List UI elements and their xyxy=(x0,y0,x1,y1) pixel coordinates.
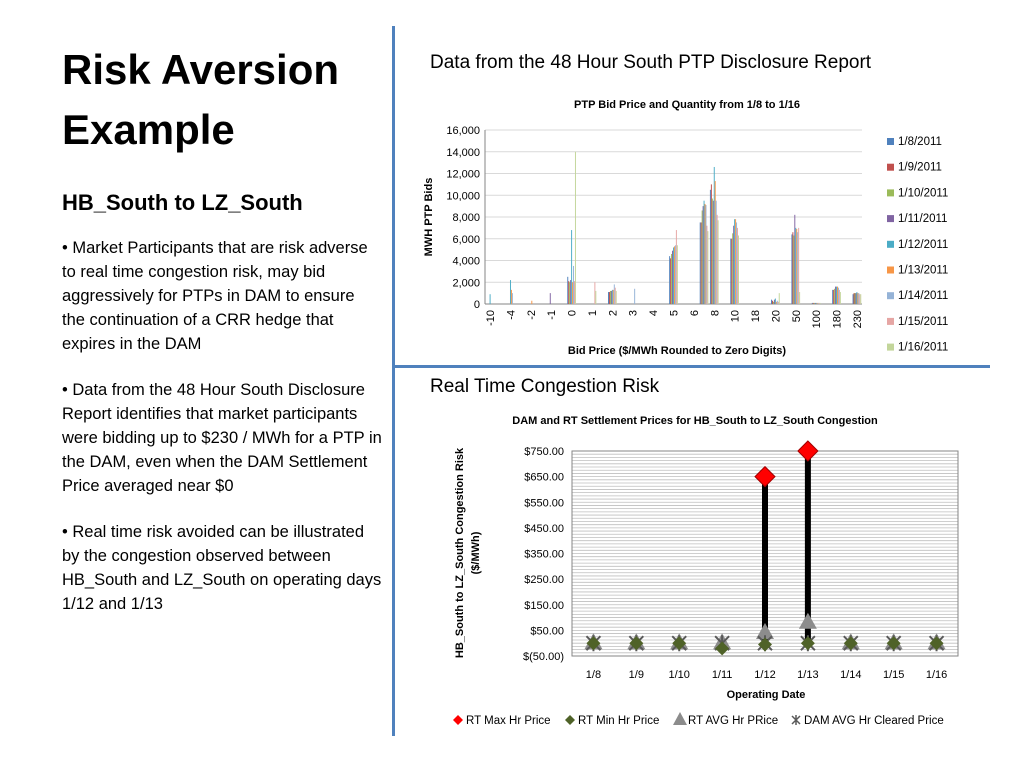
chart1-x-tick-label: -4 xyxy=(505,310,518,320)
chart1-y-tick-label: 2,000 xyxy=(452,277,480,290)
chart2-y-tick-label: $750.00 xyxy=(524,446,564,458)
chart1-legend-label: 1/12/2011 xyxy=(898,238,949,251)
chart1-bar xyxy=(798,228,799,304)
chart1-x-tick-label: 50 xyxy=(790,310,803,323)
chart1-bar xyxy=(819,303,820,304)
chart1-bar xyxy=(774,300,775,304)
chart1-bar xyxy=(611,291,612,304)
chart1-x-tick-label: -10 xyxy=(485,310,498,326)
chart1-legend-label: 1/11/2011 xyxy=(898,213,948,226)
horizontal-divider xyxy=(395,365,990,368)
chart1-x-tick-label: 8 xyxy=(709,310,722,317)
chart1-bar xyxy=(854,293,855,304)
chart2-y-tick-label: $250.00 xyxy=(524,574,564,587)
chart1-bar xyxy=(567,277,568,304)
chart1-x-tick-label: 0 xyxy=(566,310,579,317)
chart1-bar xyxy=(612,290,613,304)
chart1-bar xyxy=(734,219,735,304)
chart1-bar xyxy=(817,303,818,304)
chart1-bar xyxy=(776,302,777,304)
chart1-bar xyxy=(860,294,861,304)
chart1-bar xyxy=(613,290,614,304)
chart1-bar xyxy=(574,281,575,304)
chart1-legend-label: 1/10/2011 xyxy=(898,187,949,200)
chart1-bar xyxy=(710,190,711,304)
chart1-bar xyxy=(568,281,569,304)
chart1-bar xyxy=(714,167,715,304)
chart1-bar xyxy=(738,235,739,304)
chart1-bar xyxy=(836,287,837,304)
chart2-legend-marker xyxy=(673,712,687,725)
chart1-bar xyxy=(701,222,702,304)
chart2-x-tick-label: 1/15 xyxy=(882,669,905,681)
chart1-legend-swatch xyxy=(887,344,894,351)
chart1-x-tick-label: 18 xyxy=(750,310,763,323)
chart1-bar xyxy=(676,230,677,304)
chart1-y-tick-label: 8,000 xyxy=(452,212,480,224)
chart1-x-tick-label: 1 xyxy=(586,310,599,317)
chart2-y-axis-title-line2: ($/MWh) xyxy=(470,531,482,575)
chart1-bar xyxy=(704,201,705,304)
chart1-legend-label: 1/8/2011 xyxy=(898,136,942,148)
chart2-legend-label: DAM AVG Hr Cleared Price xyxy=(804,715,944,727)
chart1-bar xyxy=(857,293,858,304)
chart1-bar xyxy=(853,294,854,304)
chart1-legend-swatch xyxy=(887,318,894,325)
chart1-bar xyxy=(570,280,571,304)
chart2-x-tick-label: 1/12 xyxy=(754,669,776,681)
chart1-bar xyxy=(859,294,860,304)
chart1-bar xyxy=(670,258,671,304)
chart1-bar xyxy=(634,289,635,304)
chart1-bar xyxy=(616,291,617,304)
chart1-y-tick-label: 4,000 xyxy=(452,255,480,268)
chart1-x-tick-label: 20 xyxy=(770,310,783,323)
chart1-legend-label: 1/16/2011 xyxy=(898,341,949,354)
bullet-3: • Real time risk avoided can be illustrated by the congestion observed between HB_South and LZ_South on operating days 1/12 and 1/13 xyxy=(62,523,382,613)
chart1-bar xyxy=(795,228,796,304)
chart1-legend-swatch xyxy=(887,292,894,299)
chart1-bar xyxy=(573,266,574,304)
chart1-bar xyxy=(818,303,819,304)
chart1-bar xyxy=(705,204,706,304)
chart2-legend-marker xyxy=(453,715,463,725)
chart1-bar xyxy=(671,254,672,304)
chart1-y-tick-label: 14,000 xyxy=(446,146,480,159)
chart2-x-tick-label: 1/14 xyxy=(840,669,862,681)
chart1-bar xyxy=(735,219,736,304)
chart1-legend-swatch xyxy=(887,189,894,196)
chart1-y-tick-label: 12,000 xyxy=(446,168,480,181)
chart1-legend-label: 1/9/2011 xyxy=(898,161,942,174)
chart1-bar xyxy=(731,239,732,304)
slide-title xyxy=(62,40,382,160)
chart1-bar xyxy=(799,292,800,304)
chart1-bar xyxy=(775,299,776,304)
chart1-bar xyxy=(609,292,610,304)
bullet-1: • Market Participants that are risk adverse to real time congestion risk, may bid aggressively for PTPs in DAM to ensure the continuation of a CRR hedge that expires in the DAM xyxy=(62,239,368,353)
chart1-bar xyxy=(833,290,834,304)
chart1-bar xyxy=(575,152,576,304)
chart1-bar xyxy=(794,215,795,304)
section2-title: Real Time Congestion Risk xyxy=(430,376,660,397)
chart1-x-tick-label: 230 xyxy=(851,310,864,329)
chart1-bar xyxy=(715,181,716,304)
chart1-bar xyxy=(572,282,573,304)
chart1-bar xyxy=(673,247,674,304)
chart1-bar xyxy=(813,303,814,304)
chart1-bar xyxy=(595,291,596,304)
chart1-bar xyxy=(792,232,793,304)
chart1-bar xyxy=(796,229,797,304)
slide-title-line1: Risk Aversion xyxy=(62,46,339,93)
bullet-2: • Data from the 48 Hour South Disclosure Report identifies that market participants were bidding up to $230 / MWh for a PTP in the DAM, even when the DAM Settlement Price averaged near $0 xyxy=(62,381,382,495)
chart2-y-tick-label: $450.00 xyxy=(524,522,564,535)
chart1-x-tick-label: 3 xyxy=(627,310,640,317)
chart2-y-tick-label: $150.00 xyxy=(524,599,564,612)
chart1-bar xyxy=(711,184,712,304)
chart1-legend-swatch xyxy=(887,267,894,274)
chart2-x-tick-label: 1/10 xyxy=(668,669,690,681)
chart2-legend-marker xyxy=(565,715,575,725)
chart2-x-tick-label: 1/13 xyxy=(797,669,819,681)
chart1-y-tick-label: 6,000 xyxy=(452,233,480,246)
chart2-x-tick-label: 1/11 xyxy=(711,669,733,681)
chart1-bar xyxy=(797,232,798,304)
ptp-bid-bar-chart xyxy=(400,90,990,362)
chart1-bar xyxy=(771,300,772,304)
chart1-bar xyxy=(779,293,780,304)
chart1-bar xyxy=(713,201,714,304)
chart1-x-tick-label: 10 xyxy=(729,310,742,323)
chart2-y-axis-title-line1: HB_South to LZ_South Congestion Risk xyxy=(454,447,466,659)
chart1-legend-label: 1/14/2011 xyxy=(898,290,949,303)
chart1-bar xyxy=(858,293,859,304)
chart1-bar xyxy=(490,294,491,304)
chart1-x-tick-label: 5 xyxy=(668,310,681,317)
chart1-bar xyxy=(569,282,570,304)
chart1-bar xyxy=(855,293,856,304)
chart2-legend-marker xyxy=(792,715,800,725)
chart1-y-tick-label: 0 xyxy=(473,299,480,311)
chart1-bar xyxy=(732,233,733,304)
chart1-x-tick-label: 100 xyxy=(811,310,824,329)
chart1-bar xyxy=(707,231,708,304)
chart1-y-axis-title: MWH PTP Bids xyxy=(423,177,435,257)
chart1-y-tick-label: 16,000 xyxy=(446,125,480,137)
chart1-bar xyxy=(793,235,794,304)
chart2-legend-label: RT Max Hr Price xyxy=(466,715,551,727)
congestion-price-chart xyxy=(400,405,990,740)
chart1-bar xyxy=(814,303,815,304)
chart1-legend-swatch xyxy=(887,241,894,248)
slide-subtitle: HB_South to LZ_South xyxy=(62,190,303,215)
chart1-bar xyxy=(856,292,857,304)
chart1-bar xyxy=(615,288,616,304)
chart1-bar xyxy=(772,301,773,304)
left-text-panel xyxy=(62,40,382,638)
chart1-bar xyxy=(706,226,707,304)
chart1-bar xyxy=(838,288,839,304)
chart1-bar xyxy=(610,291,611,304)
chart1-legend-swatch xyxy=(887,164,894,171)
chart1-bar xyxy=(706,205,707,304)
slide-title-line2: Example xyxy=(62,106,235,153)
chart1-bar xyxy=(835,287,836,304)
chart1-bar xyxy=(669,256,670,304)
chart1-bar xyxy=(675,245,676,304)
chart1-bar xyxy=(854,293,855,304)
chart1-bar xyxy=(550,293,551,304)
chart1-bar xyxy=(840,292,841,304)
chart2-legend-label: RT AVG Hr PRice xyxy=(688,715,779,727)
chart1-legend-swatch xyxy=(887,138,894,145)
chart1-bar xyxy=(512,293,513,304)
chart1-bar xyxy=(571,230,572,304)
chart2-x-tick-label: 1/8 xyxy=(585,669,602,681)
chart1-bar xyxy=(702,210,703,304)
chart2-x-tick-label: 1/9 xyxy=(628,669,644,681)
chart1-legend-label: 1/15/2011 xyxy=(898,315,949,328)
chart1-x-tick-label: -2 xyxy=(525,310,538,320)
chart2-title: DAM and RT Settlement Prices for HB_South to LZ_South Congestion xyxy=(512,415,878,427)
chart1-bar xyxy=(837,287,838,304)
chart1-bar xyxy=(773,302,774,304)
chart1-bar xyxy=(511,290,512,304)
chart1-bar xyxy=(737,228,738,304)
chart1-bar xyxy=(672,251,673,304)
chart1-bar xyxy=(733,226,734,304)
chart2-max-marker xyxy=(798,441,818,461)
chart1-bar xyxy=(777,301,778,304)
chart1-bar xyxy=(531,301,532,304)
chart2-x-tick-label: 1/16 xyxy=(925,669,948,681)
chart1-legend-swatch xyxy=(887,215,894,222)
chart1-x-tick-label: -1 xyxy=(546,310,559,320)
chart1-x-tick-label: 2 xyxy=(607,310,620,317)
chart1-bar xyxy=(812,303,813,304)
chart1-bar xyxy=(703,206,704,304)
chart2-legend-label: RT Min Hr Price xyxy=(578,715,660,727)
chart2-y-tick-label: $550.00 xyxy=(524,497,564,510)
chart1-bar xyxy=(718,220,719,304)
chart1-bar xyxy=(674,246,675,304)
chart2-y-tick-label: $(50.00) xyxy=(523,651,564,663)
chart1-x-tick-label: 180 xyxy=(831,310,844,329)
chart1-bar xyxy=(716,201,717,304)
chart2-y-tick-label: $50.00 xyxy=(530,625,564,638)
chart1-bar xyxy=(778,302,779,304)
chart1-bar xyxy=(510,280,511,304)
chart1-bar xyxy=(815,303,816,304)
chart1-x-tick-label: 6 xyxy=(688,310,701,317)
chart1-bar xyxy=(594,282,595,304)
chart1-bar xyxy=(712,199,713,304)
chart2-y-tick-label: $650.00 xyxy=(524,471,564,484)
chart1-bar xyxy=(736,222,737,304)
vertical-divider xyxy=(392,26,395,736)
chart2-x-axis-title: Operating Date xyxy=(726,689,806,701)
chart1-y-tick-label: 10,000 xyxy=(446,190,480,203)
chart1-x-tick-label: 4 xyxy=(648,310,661,317)
chart1-bar xyxy=(832,290,833,304)
chart2-y-tick-label: $350.00 xyxy=(524,548,564,561)
chart1-bar xyxy=(834,289,835,304)
chart1-bar xyxy=(717,215,718,304)
chart1-bar xyxy=(816,303,817,304)
chart1-bar xyxy=(820,303,821,304)
chart1-bar xyxy=(608,292,609,304)
chart1-title: PTP Bid Price and Quantity from 1/8 to 1/16 xyxy=(574,99,800,111)
chart1-bar xyxy=(677,245,678,304)
chart1-bar xyxy=(791,234,792,304)
chart1-bar xyxy=(614,284,615,304)
chart1-bar xyxy=(839,290,840,304)
chart1-bar xyxy=(730,239,731,304)
chart1-legend-label: 1/13/2011 xyxy=(898,264,949,277)
chart2-max-marker xyxy=(755,467,775,487)
section1-title: Data from the 48 Hour South PTP Disclosure Report xyxy=(430,52,872,73)
chart1-x-axis-title: Bid Price ($/MWh Rounded to Zero Digits) xyxy=(567,345,787,357)
chart1-bar xyxy=(700,222,701,304)
